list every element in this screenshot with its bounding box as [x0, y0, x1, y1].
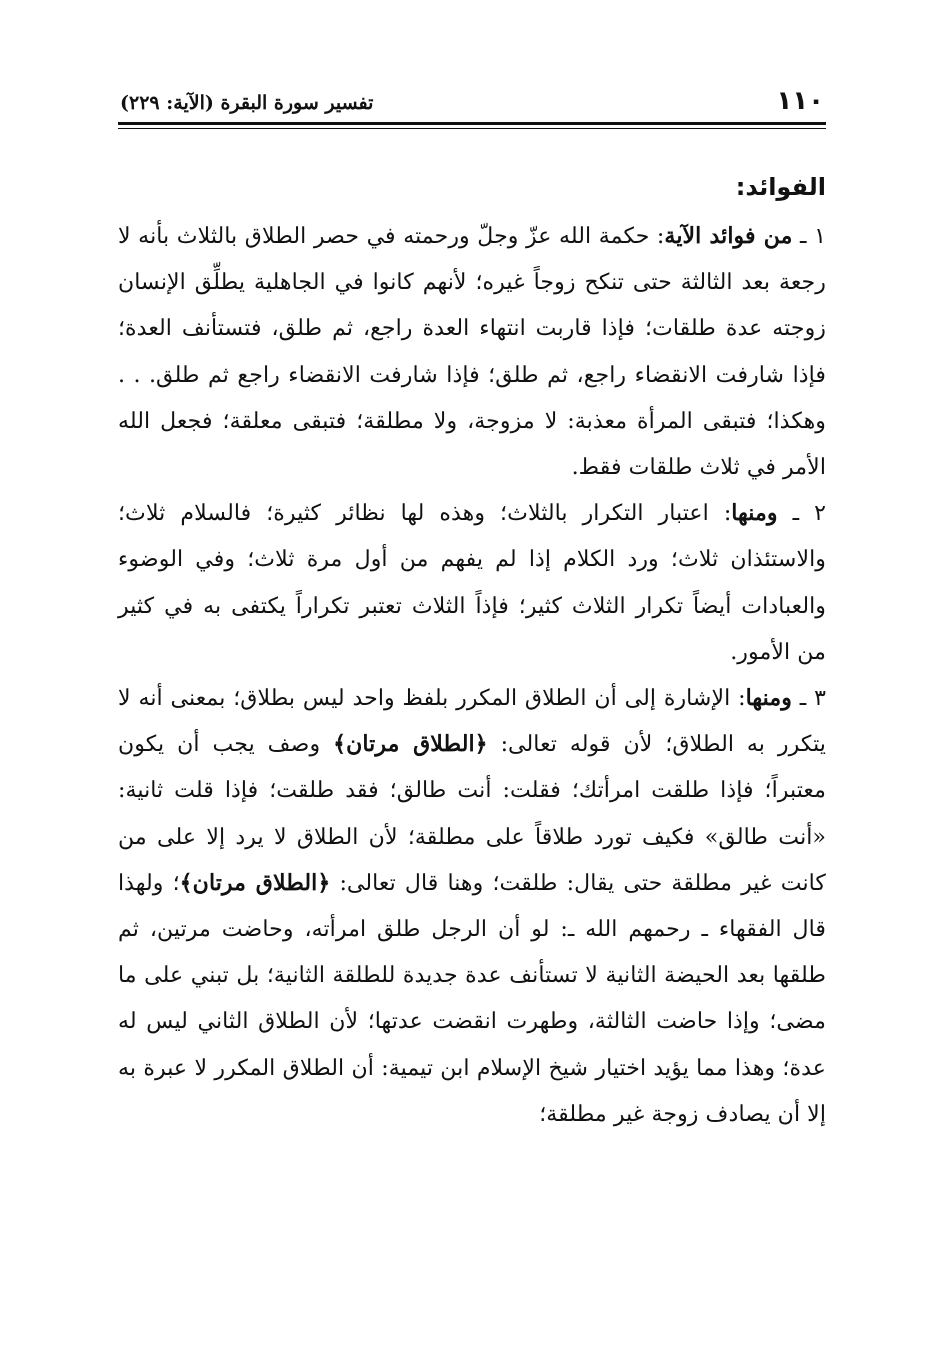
quran-quote: ﴿الطلاق مرتان﴾: [179, 869, 331, 896]
paragraph-text: : اعتبار التكرار بالثلاث؛ وهذه لها نظائر كثيرة؛ فالسلام ثلاث؛ والاستئذان ثلاث؛ ورد الكلام إذا لم يفهم من أول مرة ثلاث؛ وفي الوضوء والعبادات أيضاً تكرار الثلاث كثير؛ فإذاً الثلاث تعتبر تكراراً يكتفى به في كثير من الأمور.: [118, 500, 826, 665]
paragraph-lead: ومنها: [731, 500, 778, 527]
quran-quote: ﴿الطلاق مرتان﴾: [333, 731, 488, 758]
paragraph-number: ٣ ـ: [791, 685, 826, 712]
paragraph-text: : حكمة الله عزّ وجلّ ورحمته في حصر الطلاق بالثلاث بأنه لا رجعة بعد الثالثة حتى تنكح زوجاً غيره؛ لأنهم كانوا في الجاهلية يطلِّق الإنسان زوجته عدة طلقات؛ فإذا قاربت انتهاء العدة راجع، ثم طلق، فتستأنف العدة؛ فإذا شارفت الانقضاء راجع، ثم طلق؛ فإذا شارفت الانقضاء راجع ثم طلق. . . وهكذا؛ فتبقى المرأة معذبة: لا مزوجة، ولا مطلقة؛ فتبقى معلقة؛ فجعل الله الأمر في ثلاث طلقات فقط.: [118, 223, 826, 481]
section-heading: الفوائد:: [735, 173, 826, 201]
paragraph-number: ١ ـ: [792, 223, 826, 249]
book-page: [118, 82, 826, 1137]
header-rule: [118, 122, 826, 125]
header-rule-thin: [118, 128, 826, 129]
paragraph-lead: ومنها: [745, 685, 792, 712]
page-header: [118, 82, 826, 116]
paragraph-lead: من فوائد الآية: [664, 223, 793, 249]
paragraph-text: : الإشارة إلى أن الطلاق المكرر بلفظ واحد ليس بطلاق؛ بمعنى أنه لا يتكرر به الطلاق؛ لأن قوله تعالى:: [118, 685, 826, 758]
running-title: تفسير سورة البقرة (الآية: ٢٢٩): [120, 92, 374, 114]
page-number: ١١٠: [776, 86, 824, 116]
paragraph-3: [118, 675, 826, 1137]
paragraph-1: [118, 213, 826, 490]
paragraph-2: [118, 490, 826, 675]
paragraph-number: ٢ ـ: [777, 500, 826, 527]
paragraph-text: ؛ ولهذا قال الفقهاء ـ رحمهم الله ـ: لو أن الرجل طلق امرأته، وحاضت مرتين، ثم طلقها بعد الحيضة الثانية لا تستأنف عدة جديدة للطلقة الثانية؛ بل تبني على ما مضى؛ وإذا حاضت الثالثة، وطهرت انقضت عدتها؛ لأن الطلاق الثاني ليس له عدة؛ وهذا مما يؤيد اختيار شيخ الإسلام ابن تيمية: أن الطلاق المكرر لا عبرة به إلا أن يصادف زوجة غير مطلقة؛: [118, 869, 826, 1127]
paragraph-text: وصف يجب أن يكون معتبراً؛ فإذا طلقت امرأتك؛ فقلت: أنت طالق؛ فقد طلقت؛ فإذا قلت ثانية: «أنت طالق» فكيف تورد طلاقاً على مطلقة؛ لأن الطلاق لا يرد إلا على من كانت غير مطلقة حتى يقال: طلقت؛ وهنا قال تعالى:: [118, 731, 826, 896]
